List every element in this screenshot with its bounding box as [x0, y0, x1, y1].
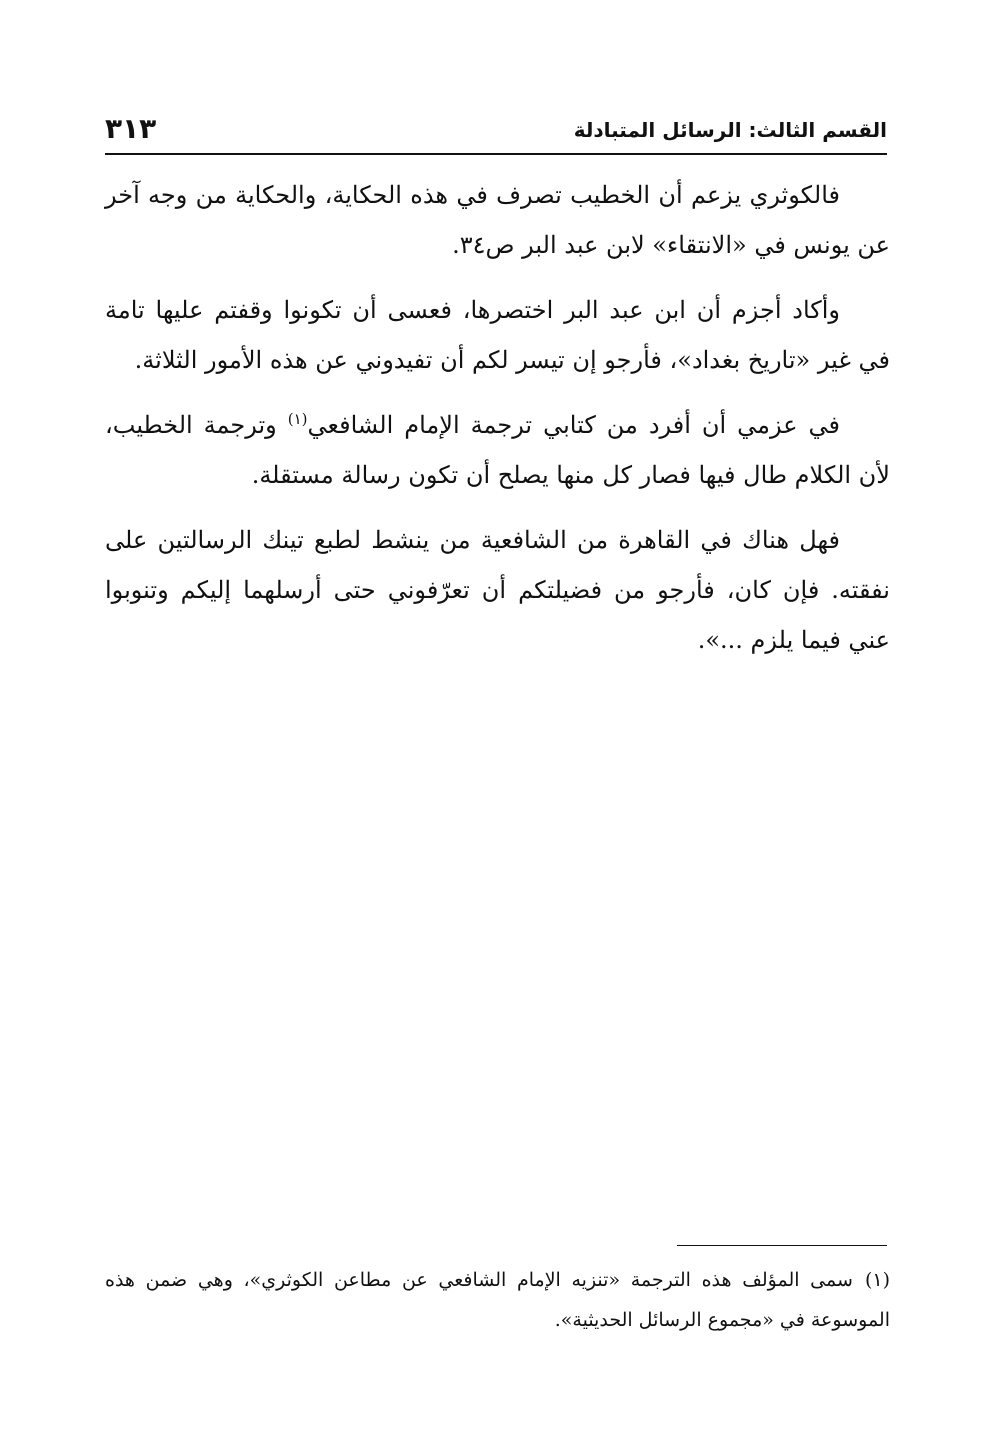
- footnote-separator: [677, 1245, 887, 1246]
- header-rule: [105, 153, 887, 155]
- paragraph: فالكوثري يزعم أن الخطيب تصرف في هذه الحكاية، والحكاية من وجه آخر عن يونس في «الانتقاء» لابن عبد البر ص٣٤.: [105, 181, 890, 259]
- paragraph: وأكاد أجزم أن ابن عبد البر اختصرها، فعسى أن تكونوا وقفتم عليها تامة في غير «تاريخ بغداد»، فأرجو إن تيسر لكم أن تفيدوني عن هذه الأمور الثلاثة.: [105, 296, 890, 374]
- footnotes: [105, 1260, 890, 1340]
- paragraph-text: وترجمة الخطيب، لأن الكلام طال فيها فصار كل منها يصلح أن تكون رسالة مستقلة.: [105, 411, 890, 489]
- page-number: ٣١٣: [105, 112, 157, 145]
- footnote: [105, 1260, 890, 1340]
- paragraph-text: في عزمي أن أفرد من كتابي ترجمة الإمام الشافعي: [307, 411, 840, 439]
- footnote-text: سمى المؤلف هذه الترجمة «تنزيه الإمام الشافعي عن مطاعن الكوثري»، وهي ضمن هذه الموسوعة في «مجموع الرسائل الحديثية».: [105, 1269, 890, 1331]
- body-text: [105, 170, 890, 680]
- footnote-reference[interactable]: (١): [287, 410, 308, 428]
- paragraph: فهل هناك في القاهرة من الشافعية من ينشط لطبع تينك الرسالتين على نفقته. فإن كان، فأرجو من فضيلتكم أن تعرّفوني حتى أرسلهما إليكم وتنوبوا عني فيما يلزم ...».: [105, 526, 890, 654]
- footnote-number: (١): [864, 1269, 890, 1291]
- running-head: القسم الثالث: الرسائل المتبادلة: [573, 118, 887, 142]
- paragraph: [105, 400, 890, 500]
- page-header: [105, 108, 887, 152]
